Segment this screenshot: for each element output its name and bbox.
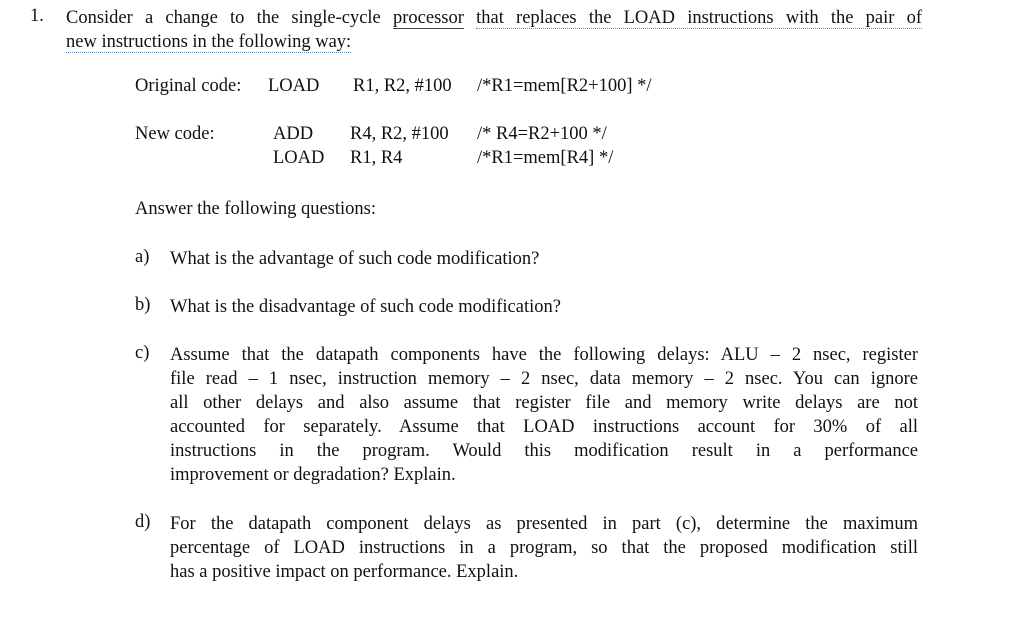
part-a-text xyxy=(170,247,918,271)
new-code-line-1-operands: R4, R2, #100 xyxy=(350,124,449,144)
part-d-label: d) xyxy=(135,512,151,532)
part-c-line-4: accounted for separately. Assume that LOAD instructions account for 30% of all xyxy=(170,417,918,437)
new-code-label: New code: xyxy=(135,124,215,144)
stem-text-line-2: new instructions in the following way: xyxy=(66,32,352,52)
answer-instructions: Answer the following questions: xyxy=(135,199,376,219)
original-code-label: Original code: xyxy=(135,76,242,96)
new-code-line-2-comment: /*R1=mem[R4] */ xyxy=(477,148,614,168)
part-c-line-2: file read – 1 nsec, instruction memory – 2 nsec, data memory – 2 nsec. You can ignore xyxy=(170,369,918,389)
original-code-comment: /*R1=mem[R2+100] */ xyxy=(477,76,652,96)
part-c-text xyxy=(170,343,918,487)
part-c-line-1: Assume that the datapath components have the following delays: ALU – 2 nsec, register xyxy=(170,345,918,365)
new-code-line-1-comment: /* R4=R2+100 */ xyxy=(477,124,607,144)
stem-text-c: that replaces the LOAD instructions with the pair of xyxy=(476,8,923,28)
stem-text-a: Consider a change to the single-cycle xyxy=(66,8,381,28)
original-code-operands: R1, R2, #100 xyxy=(353,76,452,96)
part-c-line-3: all other delays and also assume that register file and memory write delays are not xyxy=(170,393,918,413)
question-stem-line-2 xyxy=(66,30,922,54)
part-c-line-5: instructions in the program. Would this modification result in a performance xyxy=(170,441,918,461)
part-d-text xyxy=(170,512,918,584)
part-a-line-1: What is the advantage of such code modification? xyxy=(170,249,540,269)
stem-text-underlined: processor xyxy=(392,8,464,28)
new-code-line-2-op: LOAD xyxy=(273,148,325,168)
question-number: 1. xyxy=(30,6,44,26)
part-d-line-1: For the datapath component delays as presented in part (c), determine the maximum xyxy=(170,514,918,534)
new-code-line-2-operands: R1, R4 xyxy=(350,148,403,168)
question-stem xyxy=(66,6,922,54)
part-b-text xyxy=(170,295,918,319)
question-stem-line-1 xyxy=(66,6,922,30)
new-code-line-1-op: ADD xyxy=(273,124,314,144)
part-b-line-1: What is the disadvantage of such code modification? xyxy=(170,297,561,317)
part-c-line-6: improvement or degradation? Explain. xyxy=(170,465,456,485)
part-b-label: b) xyxy=(135,295,151,315)
part-d-line-3: has a positive impact on performance. Explain. xyxy=(170,562,519,582)
original-code-op: LOAD xyxy=(268,76,320,96)
part-c-label: c) xyxy=(135,343,150,363)
part-d-line-2: percentage of LOAD instructions in a program, so that the proposed modification still xyxy=(170,538,918,558)
part-a-label: a) xyxy=(135,247,150,267)
